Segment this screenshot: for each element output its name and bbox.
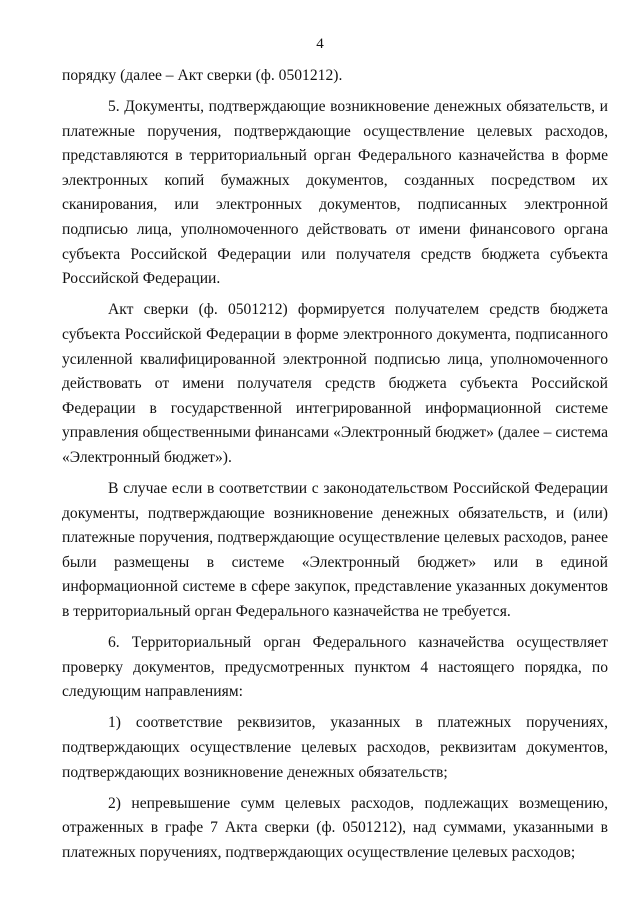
paragraph-continuation: порядку (далее – Акт сверки (ф. 0501212).: [62, 67, 343, 84]
page-number: 4: [316, 36, 324, 52]
paragraph-act-sverki: Акт сверки (ф. 0501212) формируется получателем средств бюджета субъекта Российской Федерации в форме электронного документа, подписанного усиленной квалифицированной электронной подписью лица, уполномоченного действовать от имени получателя средств бюджета субъекта Российской Федерации в государственной интегрированной информационной системе управления общественными финансами «Электронный бюджет» (далее – система «Электронный бюджет»).: [62, 301, 608, 466]
paragraph-exception: В случае если в соответствии с законодательством Российской Федерации документы, подтверждающие возникновение денежных обязательств, и (или) платежные поручения, подтверждающие осуществление целевых расходов, ранее были размещены в системе «Электронный бюджет» или в единой информационной системе в сфере закупок, представление указанных документов в территориальный орган Федерального казначейства не требуется.: [62, 480, 608, 620]
paragraph-subitem-2: 2) непревышение сумм целевых расходов, подлежащих возмещению, отраженных в графе 7 Акта сверки (ф. 0501212), над суммами, указанными в платежных поручениях, подтверждающих осуществление целевых расходов;: [62, 794, 608, 861]
paragraph-item-5: 5. Документы, подтверждающие возникновение денежных обязательств, и платежные поручения, подтверждающие осуществление целевых расходов, представляются в территориальный орган Федерального казначейства в форме электронных копий бумажных документов, созданных посредством их сканирования, или электронных документов, подписанных электронной подписью лица, уполномоченного действовать от имени финансового органа субъекта Российской Федерации или получателя средств бюджета субъекта Российской Федерации.: [62, 98, 608, 288]
document-body: [62, 64, 608, 872]
paragraph-item-6: 6. Территориальный орган Федерального казначейства осуществляет проверку документов, предусмотренных пунктом 4 настоящего порядка, по следующим направлениям:: [62, 634, 608, 701]
paragraph-subitem-1: 1) соответствие реквизитов, указанных в платежных поручениях, подтверждающих осуществление целевых расходов, реквизитам документов, подтверждающих возникновение денежных обязательств;: [62, 714, 608, 781]
